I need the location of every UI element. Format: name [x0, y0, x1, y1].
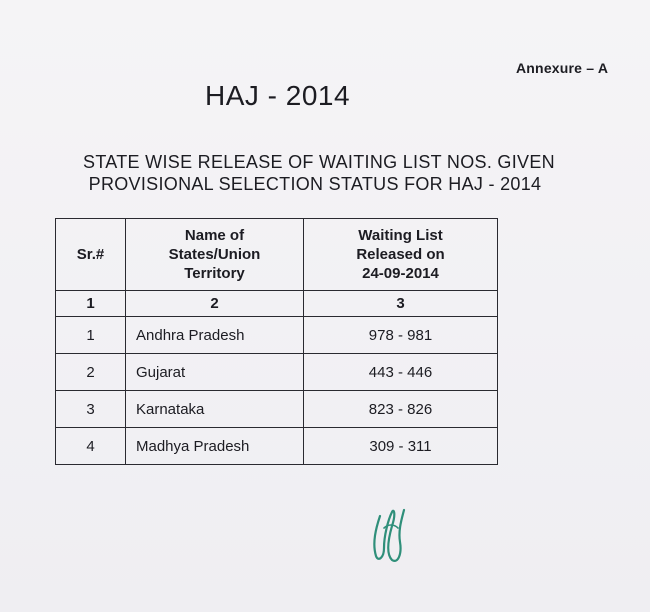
column-number: 3	[304, 291, 498, 317]
cell-sr: 4	[56, 428, 126, 465]
subtitle-line-2: PROVISIONAL SELECTION STATUS FOR HAJ - 2014	[88, 174, 542, 194]
header-state-line-1: Name of	[184, 227, 245, 244]
header-state-line-3: Territory	[184, 265, 245, 282]
table-row	[56, 391, 498, 428]
waiting-list-table	[55, 218, 498, 465]
header-sr	[56, 219, 126, 291]
annexure-label: Annexure – A	[516, 60, 609, 76]
header-state	[126, 219, 304, 291]
cell-sr: 2	[56, 354, 126, 391]
header-waiting-list	[304, 219, 498, 291]
table-header-row	[56, 219, 498, 291]
table-row	[56, 317, 498, 354]
table-row	[56, 428, 498, 465]
column-number-row	[56, 291, 498, 317]
cell-sr: 3	[56, 391, 126, 428]
cell-sr: 1	[56, 317, 126, 354]
cell-waiting-list: 823 - 826	[304, 391, 498, 428]
cell-state: Karnataka	[126, 391, 304, 428]
header-wl-line-1: Waiting List	[358, 227, 443, 244]
header-state-line-2: States/Union	[168, 246, 261, 263]
cell-waiting-list: 443 - 446	[304, 354, 498, 391]
cell-waiting-list: 309 - 311	[304, 428, 498, 465]
cell-state: Gujarat	[126, 354, 304, 391]
column-number: 1	[56, 291, 126, 317]
header-wl-line-2: Released on	[356, 246, 445, 263]
table-row	[56, 354, 498, 391]
header-wl-line-3: 24-09-2014	[362, 265, 439, 282]
cell-state: Madhya Pradesh	[126, 428, 304, 465]
signature	[362, 498, 412, 568]
subtitle-line-1: STATE WISE RELEASE OF WAITING LIST NOS. GIVEN	[83, 152, 555, 172]
cell-waiting-list: 978 - 981	[304, 317, 498, 354]
header-sr-text: Sr.#	[76, 246, 105, 263]
column-number: 2	[126, 291, 304, 317]
document-title: HAJ - 2014	[205, 80, 351, 111]
cell-state: Andhra Pradesh	[126, 317, 304, 354]
